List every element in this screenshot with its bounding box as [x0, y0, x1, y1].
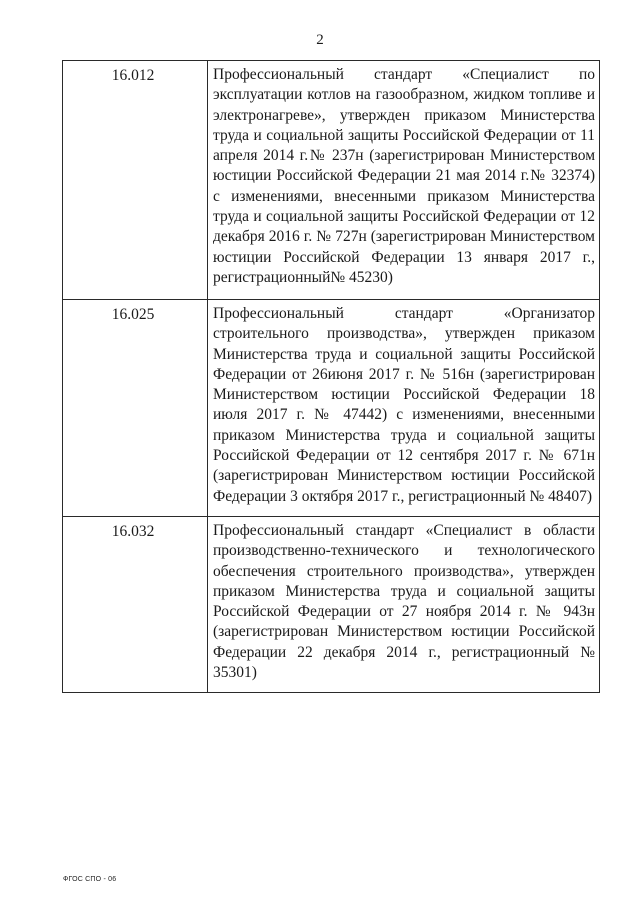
standard-description: Профессиональный стандарт «Специалист в области производственно-технического и технологического обеспечения строительного производства», утвержден приказом Министерства труда и социальной защиты Российской Федерации от 27 ноября 2014 г. № 943н (зарегистрирован Министерством юстиции Российской Федерации 22 декабря 2014 г., регистрационный № 35301): [208, 516, 600, 692]
table-row: [63, 300, 600, 517]
standard-description: Профессиональный стандарт «Организатор строительного производства», утвержден приказом Министерства труда и социальной защиты Российской Федерации от 26июня 2017 г. № 516н (зарегистрирован Министерством юстиции Российской Федерации 18 июля 2017 г. № 47442) с изменениями, внесенными приказом Министерства труда и социальной защиты Российской Федерации от 12 сентября 2017 г. № 671н (зарегистрирован Министерством юстиции Российской Федерации 3 октября 2017 г., регистрационный № 48407): [208, 300, 600, 517]
standard-code: 16.025: [63, 300, 208, 517]
document-footer: ФГОС СПО - 06: [63, 876, 117, 883]
standard-description: Профессиональный стандарт «Специалист по эксплуатации котлов на газообразном, жидком топливе и электронагреве», утвержден приказом Министерства труда и социальной защиты Российской Федерации от 11 апреля 2014 г.№ 237н (зарегистрирован Министерством юстиции Российской Федерации 21 мая 2014 г.№ 32374) с изменениями, внесенными приказом Министерства труда и социальной защиты Российской Федерации от 12 декабря 2016 г. № 727н (зарегистрирован Министерством юстиции Российской Федерации 13 января 2017 г., регистрационный№ 45230): [208, 61, 600, 300]
standards-table: [62, 60, 600, 693]
table-row: [63, 516, 600, 692]
table-row: [63, 61, 600, 300]
standard-code: 16.012: [63, 61, 208, 300]
standard-code: 16.032: [63, 516, 208, 692]
page-number: 2: [316, 32, 324, 48]
